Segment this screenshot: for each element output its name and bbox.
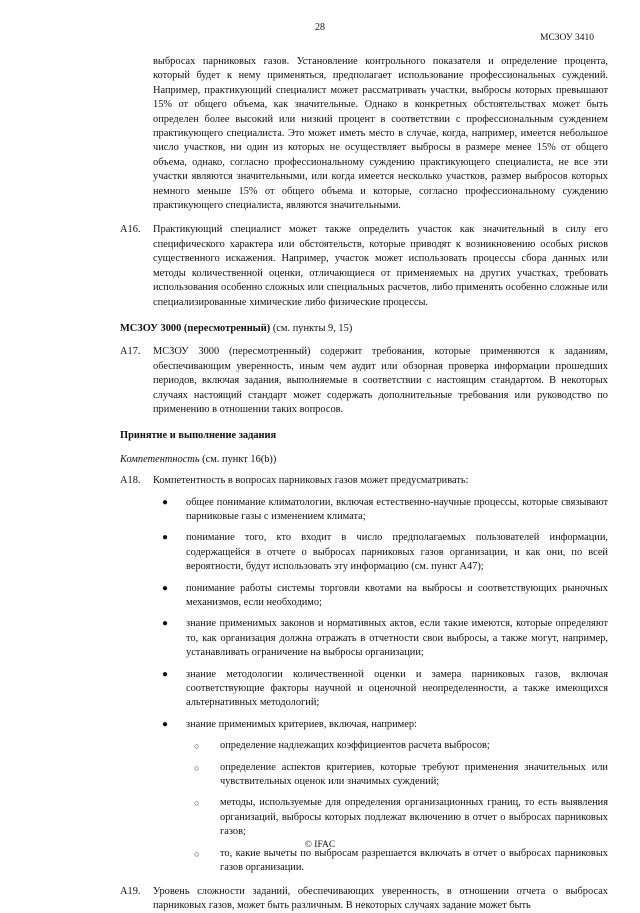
- bullet-icon: ●: [162, 718, 168, 732]
- subheading-competence-reference: (см. пункт 16(b)): [200, 454, 277, 465]
- criteria-sub-list: [186, 739, 608, 875]
- intro-paragraph: выбросах парниковых газов. Установление контрольного показателя и определение процента, который будет к нему применяться, предполагает использование профессиональных суждений. Например, практикующий специалист может рассматривать участки, выбросы которых превышают 15% от общего объема, как значительные. Однако в конкретных обстоятельствах может быть определен более высокий или низкий процент в соответствии с профессиональным суждением практикующего специалиста. Это может иметь место в случае, когда, например, имеется небольшое число участков, ни один из которых не осуществляет выбросы в размере менее 15% от общего объема, однако, согласно профессиональному суждению практикующего специалиста, не все эти участки являются значительными, или когда имеется несколько участков, размер выбросов которых немного меньше 15% от общего объема и которые, согласно профессиональному суждению практикующего специалиста, являются значительными.: [120, 55, 608, 213]
- page-content: [120, 55, 608, 913]
- section-heading-acceptance: Принятие и выполнение задания: [120, 429, 608, 443]
- bullet-icon: ●: [162, 617, 168, 631]
- sub-list-item: ○ определение надлежащих коэффициентов расчета выбросов;: [120, 739, 608, 753]
- sub-list-item: ○ определение аспектов критериев, которые требуют применения значительных или чувствительных оценок или значимых суждений;: [120, 761, 608, 790]
- subheading-competence-title: Компетентность: [120, 454, 200, 465]
- circle-bullet-icon: ○: [194, 847, 199, 861]
- paragraph-number: A16.: [120, 223, 141, 237]
- paragraph-a16: [120, 223, 608, 309]
- standard-code-header: МСЗОУ 3410: [540, 33, 594, 43]
- paragraph-number: A18.: [120, 474, 141, 488]
- paragraph-text: Компетентность в вопросах парниковых газов может предусматривать:: [153, 474, 608, 488]
- paragraph-text: МСЗОУ 3000 (пересмотренный) содержит требования, которые применяются к заданиям, обеспечивающим уверенность, иным чем аудит или обзорная проверка информации прошедших периодов, включая задания, выполняемые в соответствии с настоящим стандартом. В некоторых случаях настоящий стандарт может содержать дополнительные требования или руководство по применению в отношении таких вопросов.: [153, 345, 608, 417]
- bullet-icon: ●: [162, 668, 168, 682]
- page-number: 28: [0, 22, 640, 33]
- paragraph-number: A17.: [120, 345, 141, 359]
- paragraph-a17: [120, 345, 608, 417]
- paragraph-a18: [120, 474, 608, 488]
- list-item: ● знание применимых критериев, включая, например: ○ определение надлежащих коэффициентов расчета выбросов; ○ определение аспектов критериев, которые требуют применения значительных или чувствительных оценок или значимых суждений; ○ методы, используемые для определения организационных границ, то есть выявления организаций, выбросы которых подлежат включению в отчет о выбросах парниковых газов; ○ то, какие вычеты по выбросам разрешается включать в отчет о выбросах парниковых газов организации.: [120, 718, 608, 876]
- list-item: ● понимание того, кто входит в число предполагаемых пользователей информации, содержащейся в отчете о выбросах парниковых газов организации, и как они, по всей вероятности, будут использовать эту информацию (см. пункт A47);: [120, 531, 608, 574]
- subheading-competence: [120, 453, 608, 467]
- circle-bullet-icon: ○: [194, 761, 199, 775]
- section-heading-isae: [120, 322, 608, 336]
- paragraph-text: Практикующий специалист может также определить участок как значительный в силу его специфического характера или обстоятельств, которые приводят к возникновению особых рисков существенного искажения. Например, участок может использовать процессы сбора данных или методы количественной оценки, отличающиеся от применяемых на других участках, требовать использования особенно сложных или специальных расчетов, либо применять особенно сложные или специализированные химические либо физические процессы.: [153, 223, 608, 309]
- circle-bullet-icon: ○: [194, 739, 199, 753]
- sub-list-item: ○ методы, используемые для определения организационных границ, то есть выявления организаций, выбросы которых подлежат включению в отчет о выбросах парниковых газов;: [120, 796, 608, 839]
- bullet-icon: ●: [162, 582, 168, 596]
- paragraph-number: A19.: [120, 885, 141, 899]
- copyright-footer: © IFAC: [0, 840, 640, 850]
- sub-list-item: ○ то, какие вычеты по выбросам разрешается включать в отчет о выбросах парниковых газов организации.: [120, 847, 608, 876]
- section-heading-reference: (см. пункты 9, 15): [270, 323, 352, 334]
- paragraph-a19: [120, 885, 608, 913]
- bullet-icon: ●: [162, 531, 168, 545]
- section-heading-title: МСЗОУ 3000 (пересмотренный): [120, 323, 270, 334]
- bullet-icon: ●: [162, 496, 168, 510]
- list-item: ● понимание работы системы торговли квотами на выбросы и соответствующих рыночных механизмов, если необходимо;: [120, 582, 608, 611]
- circle-bullet-icon: ○: [194, 796, 199, 810]
- list-item: ● общее понимание климатологии, включая естественно-научные процессы, которые связывают парниковые газы с изменением климата;: [120, 496, 608, 525]
- competence-bullet-list: [120, 496, 608, 876]
- list-item: ● знание методологии количественной оценки и замера парниковых газов, включая соответствующие факторы научной и оценочной неопределенности, а также имеющихся альтернативных методологий;: [120, 668, 608, 711]
- list-item: ● знание применимых законов и нормативных актов, если такие имеются, которые определяют то, как организация должна отражать в отчетности свои выбросы, а также могут, например, устанавливать ограничение на выбросы организации;: [120, 617, 608, 660]
- paragraph-text: Уровень сложности заданий, обеспечивающих уверенность, в отношении отчета о выбросах парниковых газов, может быть различным. В некоторых случаях задание может быть: [153, 885, 608, 913]
